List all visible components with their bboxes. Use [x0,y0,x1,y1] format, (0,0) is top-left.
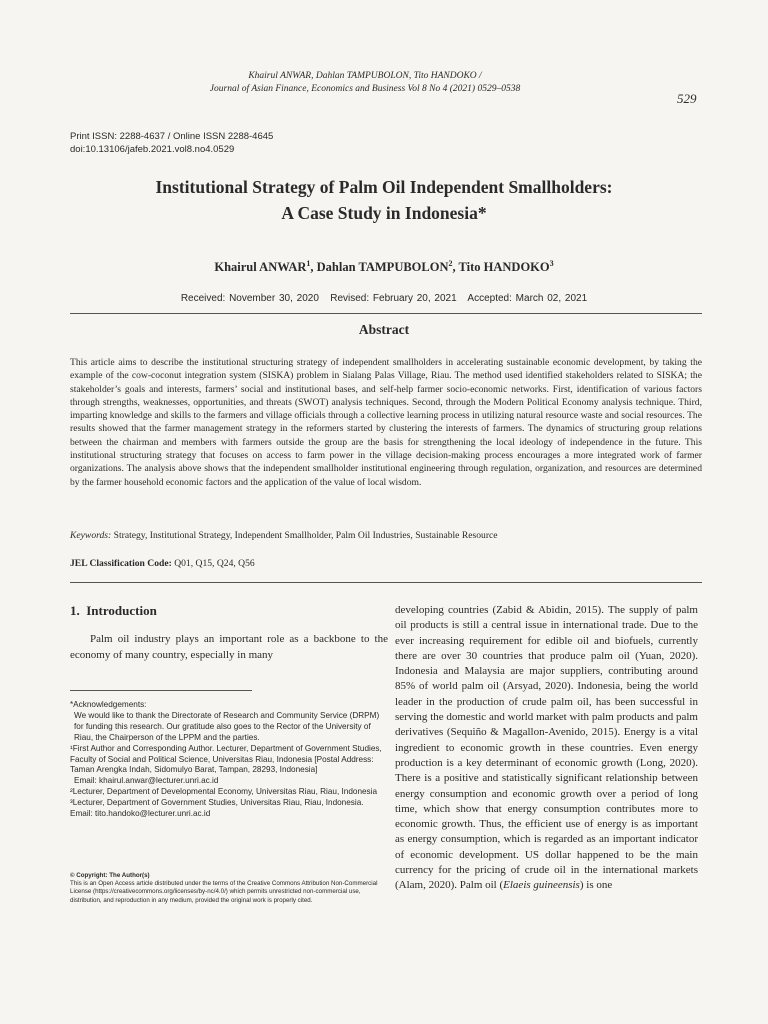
jel-codes [70,558,702,569]
footnote-3: ³Lecturer, Department of Government Studies, Universitas Riau, Riau, Indonesia. Email: tito.handoko@lecturer.unri.ac.id [70,798,364,819]
abstract-text: This article aims to describe the institutional structuring strategy of independent smallholders in accelerating sustainable economic development, by taking the example of the cow-coconut integration system (SISKA) problem in Sialang Palas Village, Riau. The method used identified stakeholders related to SISKA; the stakeholder’s goals and interests, farmers’ social and institutional bases, and self-help farmer socio-economic networks. First, identification of various factors through strengths, weaknesses, opportunities, and threats (SWOT) analysis techniques. Second, through the Modern Political Economy analysis technique. Third, imparting knowledge and skills to the farmers and village officials through a collective learning process in utilizing natural resource waste and social resources. The results showed that the farmer management strategy in the reformers started by clustering the interests of farmers. The dynamics of structuring group relations between the chairman and members with farmers outside the group are the basis for strengthening the local ideology of independence in the future. This institutional structuring strategy that focuses on access to farm power in the village decision-making process encourages a more integrated work of farmer organizations. The analysis above shows that the independent smallholder institutional engineering through regulation, organization, and resources are determined by the farmer household economic factors and the application of the value of local wisdom. [70,357,702,488]
author-name: Khairul ANWAR [214,260,307,275]
keywords [70,529,702,542]
doi-line: doi:10.13106/jafeb.2021.vol8.no4.0529 [70,144,235,155]
keywords-value: Strategy, Institutional Strategy, Independent Smallholder, Palm Oil Industries, Sustainable Resource [111,530,498,541]
footnote-rule [70,690,252,691]
author-name: Dahlan TAMPUBOLON [316,260,449,275]
copyright-text: This is an Open Access article distributed under the terms of the Creative Commons Attribution Non-Commercial License (https://creativecommons.org/licenses/by-nc/4.0/) which permits unrestricted non-commercial use, distribution, and reproduction in any medium, provided the original work is properly cited. [70,880,378,904]
abstract-top-rule [70,313,702,314]
identifiers [70,130,273,156]
footnotes [70,700,388,820]
running-header [150,70,580,96]
body-text: developing countries (Zabid & Abidin, 2015). The supply of palm oil products is still a central issue in international trade. Due to the ever increasing requirement for edible oil and biofuels, currently there are over 30 countries that produce palm oil (Yuan, 2020). Indonesia and Malaysia are major suppliers, contributing around 85% of world palm oil (Arsyad, 2020). Indonesia, being the world leader in the production of crude palm oil, has been successful in serving the domestic and world market with palm products and palm derivatives (Sequiño & Magallon-Avenido, 2015). Energy is a vital ingredient to economic growth in these countries. Even energy production is a key determinant of economic growth (Long, 2020). There is a positive and statistically significant relationship between energy consumption and economic growth over a period of long time, which show that energy consumption contributes more to economic growth. Thus, the efficient use of energy is as important as energy consumption, which is regarded as an important indicator of economic development. US dollar happened to be the main currency for the pricing of crude oil in the international markets (Alam, 2020). Palm oil ( [395,604,698,892]
section-heading-introduction: 1. Introduction [70,603,157,618]
citation-journal: Journal of Asian Finance, Economics and Business Vol 8 No 4 (2021) 0529–0538 [209,84,521,94]
issn-line: Print ISSN: 2288-4637 / Online ISSN 2288-4645 [70,131,274,142]
species-name: Elaeis guineensis [503,879,580,892]
title-line-1: Institutional Strategy of Palm Oil Independent Smallholders: [155,177,613,197]
copyright-notice [70,872,388,905]
citation-authors: Khairul ANWAR, Dahlan TAMPUBOLON, Tito HANDOKO / [248,71,482,81]
submission-dates: Received: November 30, 2020 Revised: February 20, 2021 Accepted: March 02, 2021 [180,293,588,304]
author-affiliation-marker: 1 [306,259,311,268]
acknowledgements-heading: *Acknowledgements: [70,700,147,709]
jel-label: JEL Classification Code: [70,558,172,569]
abstract-heading: Abstract [358,322,410,337]
author-list: Khairul ANWAR$^1$, Dahlan TAMPUBOLON$^2$, Tito HANDOKO$^3$ [214,259,554,275]
title-line-2: A Case Study in Indonesia* [281,203,487,223]
introduction-right-column [395,603,698,894]
author-name: Tito HANDOKO [458,260,550,275]
page-number: 529 [677,91,697,106]
copyright-heading: © Copyright: The Author(s) [70,872,150,879]
author-affiliation-marker: 2 [448,259,453,268]
keywords-label: Keywords: [70,530,112,541]
footnote-2: ²Lecturer, Department of Developmental Economy, Universitas Riau, Riau, Indonesia [70,787,378,797]
paper-title [60,174,708,226]
acknowledgements-text: We would like to thank the Directorate of Research and Community Service (DRPM) for funding this research. Our gratitude also goes to the Rector of the University of Riau, the Chairperson of the LPPM and the parties. [74,710,380,742]
body-text: ) is one [579,879,613,892]
footnote-1: ¹First Author and Corresponding Author. Lecturer, Department of Government Studies, Faculty of Social and Political Science, Universitas Riau, Indonesia [Postal Address: Taman Arengka Indah, Sidomulyo Barat, Tampan, 28293, Indonesia] [70,743,382,775]
author-affiliation-marker: 3 [549,259,554,268]
abstract-bottom-rule [70,582,702,583]
introduction-paragraph-start: Palm oil industry plays an important role as a backbone to the economy of many country, especially in many [70,633,388,661]
jel-value: Q01, Q15, Q24, Q56 [171,558,255,569]
footnote-1-email: Email: khairul.anwar@lecturer.unri.ac.id [74,776,219,786]
